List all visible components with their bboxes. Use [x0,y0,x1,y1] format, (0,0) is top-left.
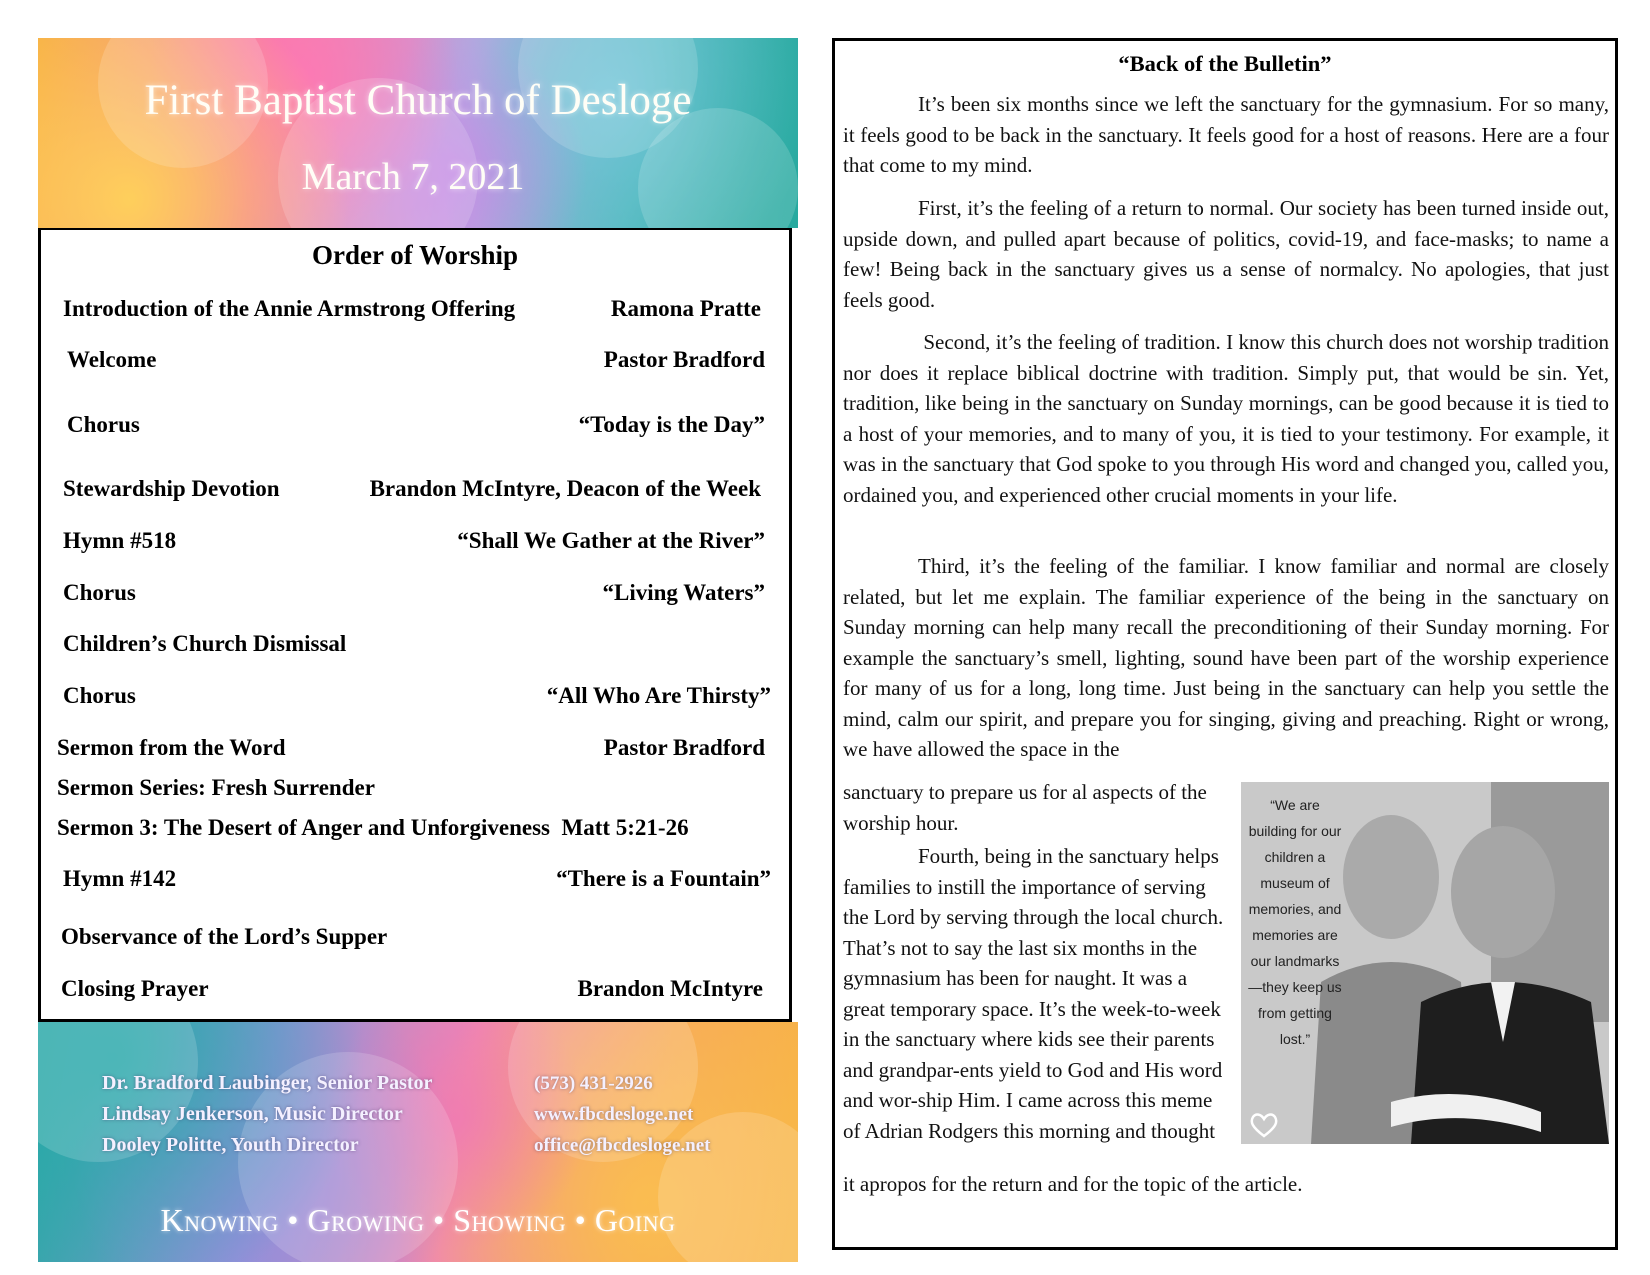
worship-item-label: Stewardship Devotion [63,476,280,501]
worship-item-leader: Brandon McIntyre, Deacon of the Week [369,476,761,501]
heart-logo-icon [1249,1112,1279,1138]
worship-item-leader: “Today is the Day” [578,412,765,437]
church-motto: Knowing • Growing • Showing • Going [160,1202,676,1238]
paragraph-3: Second, it’s the feeling of tradition. I know this church does not worship tradition nor does it replace biblical doctrine with tradition. Simply put, that would be sin. Yet, tradition, like being in the sanctuary on Sunday mornings, can be good because it is tied to a host of your memories, and to many of you, it is tied to your testimony. For example, it was in the sanctuary that God spoke to you through His word and changed you, called you, ordained you, and experienced other crucial moments in your life. [843,330,1609,507]
worship-item-label: Hymn #142 [63,866,177,891]
paragraph-2: First, it’s the feeling of a return to normal. Our society has been turned inside out, upside down, and pulled apart because of politics, covid-19, and face-masks; to name a few! Being back in the sanctuary gives us a sense of normalcy. No apologies, that just feels good. [843,196,1609,312]
worship-item-leader: Brandon McIntyre [577,976,763,1001]
paragraph-5-end: it apropos for the return and for the topic of the article. [843,1172,1303,1196]
paragraph-4-end: sanctuary to prepare us for al aspects of the worship hour. [843,780,1207,835]
worship-item-label: Welcome [67,347,157,372]
worship-item-label: Chorus [67,412,140,437]
worship-item-label: Hymn #518 [63,528,177,553]
paragraph-1: It’s been six months since we left the sanctuary for the gymnasium. For so many, it feels good to be back in the sanctuary. It feels good for a host of reasons. Here are a four that come to my mind. [843,92,1609,177]
footer-banner [38,1022,798,1262]
worship-item-leader: “All Who Are Thirsty” [546,683,771,708]
staff-music-director: Lindsay Jenkerson, Music Director [102,1103,403,1125]
worship-item-leader: “Shall We Gather at the River” [457,528,765,553]
website-link[interactable]: www.fbcdesloge.net [534,1104,694,1125]
phone-number: (573) 431-2926 [534,1073,653,1094]
sermon-series: Sermon Series: Fresh Surrender [57,775,375,800]
staff-youth-director: Dooley Politte, Youth Director [102,1134,359,1156]
worship-item-label: Children’s Church Dismissal [63,631,347,656]
worship-item-label: Closing Prayer [61,976,209,1001]
email-link[interactable]: office@fbcdesloge.net [534,1135,711,1156]
header-banner [38,38,798,228]
staff-list [102,1068,432,1161]
worship-item-label: Sermon from the Word [57,735,286,760]
meme-quote: “We are building for our children a museum of memories, and memories are our landmarks—they keep us from getting lost.” [1248,797,1342,1047]
contact-info [534,1068,710,1161]
church-name: First Baptist Church of Desloge [144,77,692,124]
worship-item-leader: Pastor Bradford [603,347,765,372]
sermon-title: Sermon 3: The Desert of Anger and Unforgiveness Matt 5:21-26 [57,815,689,840]
worship-item-leader: “Living Waters” [602,580,765,605]
paragraph-4: Third, it’s the feeling of the familiar. I know familiar and normal are closely related, but let me explain. The familiar experience of the being in the sanctuary on Sunday morning can help many recall the preconditioning of their Sunday morning. For example the sanctuary’s smell, lighting, sound have been part of the worship experience for many of us for a long, long time. Just being in the sanctuary can help you settle the mind, calm our spirit, and prepare you for singing, giving and preaching. Right or wrong, we have allowed the space in the [843,554,1609,761]
adrian-rogers-meme-image [1241,782,1609,1144]
staff-senior-pastor: Dr. Bradford Laubinger, Senior Pastor [102,1072,433,1094]
order-of-worship [38,228,792,1022]
paragraph-5: Fourth, being in the sanctuary helps families to instill the importance of serving the Lord by serving through the local church. That’s not to say the last six months in the gymnasium has been for naught. It was a great temporary space. It’s the week-to-week in the sanctuary where kids see their parents and grandpar-ents yield to God and His word and wor-ship Him. I came across this meme of Adrian Rodgers this morning and thought [843,844,1224,1143]
worship-item-leader: Pastor Bradford [603,735,765,760]
worship-title: Order of Worship [311,240,519,270]
worship-item-leader: Ramona Pratte [610,296,761,321]
worship-item-leader: “There is a Fountain” [556,866,771,891]
worship-item-label: Observance of the Lord’s Supper [61,924,388,949]
worship-item-label: Introduction of the Annie Armstrong Offering [63,296,516,321]
article-title: “Back of the Bulletin” [1118,51,1332,76]
worship-item-label: Chorus [63,580,136,605]
service-date: March 7, 2021 [301,156,525,198]
worship-item-label: Chorus [63,683,136,708]
